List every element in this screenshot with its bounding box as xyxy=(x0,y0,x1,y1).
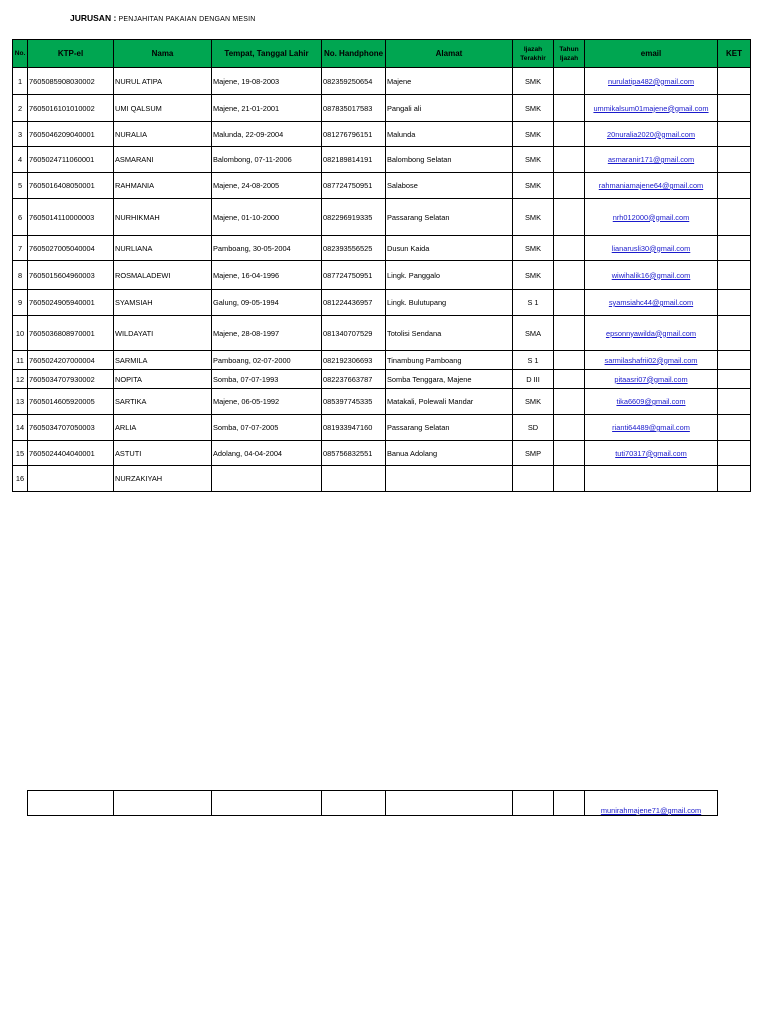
cell-hp: 082393556525 xyxy=(322,236,386,261)
table-row xyxy=(13,370,751,389)
table-row xyxy=(13,415,751,441)
email-link[interactable]: rahmaniamajene64@gmail.com xyxy=(585,173,718,199)
cell-tahun xyxy=(554,290,585,316)
cell-no: 13 xyxy=(13,389,28,415)
cell-no: 3 xyxy=(13,122,28,147)
email-link[interactable]: tuti70317@gmail.com xyxy=(585,441,718,466)
cell-tahun xyxy=(554,95,585,122)
email-link[interactable]: sarmilashafrii02@gmail.com xyxy=(585,351,718,370)
cell-ijazah: SMK xyxy=(513,389,554,415)
cell-ttl: Majene, 01-10-2000 xyxy=(212,199,322,236)
cell-ijazah: SMK xyxy=(513,199,554,236)
cell-hp: 082237663787 xyxy=(322,370,386,389)
cell-ktp: 7605014110000003 xyxy=(28,199,114,236)
cell-tahun xyxy=(554,199,585,236)
cell-ktp: 7605016101010002 xyxy=(28,95,114,122)
header-ket: KET xyxy=(718,40,751,68)
email-link[interactable]: asmaranir171@gmail.com xyxy=(585,147,718,173)
email-link[interactable]: 20nuralia2020@gmail.com xyxy=(585,122,718,147)
email-link[interactable]: ummikalsum01majene@gmail.com xyxy=(585,95,718,122)
cell-ket xyxy=(718,147,751,173)
table-row xyxy=(13,466,751,492)
table-row xyxy=(13,261,751,290)
cell-hp: 082296919335 xyxy=(322,199,386,236)
cell-ket xyxy=(718,68,751,95)
table-row xyxy=(13,236,751,261)
header-no: No. xyxy=(13,40,28,68)
cell-ijazah: SMK xyxy=(513,122,554,147)
table-cell xyxy=(554,791,585,816)
cell-ktp: 7605016408050001 xyxy=(28,173,114,199)
table-cell xyxy=(513,791,554,816)
table-row xyxy=(13,95,751,122)
cell-ktp: 7605015604960003 xyxy=(28,261,114,290)
jurusan-label: JURUSAN : xyxy=(70,13,117,23)
cell-alamat: Balombong Selatan xyxy=(386,147,513,173)
cell-ttl: Pamboang, 30-05-2004 xyxy=(212,236,322,261)
cell-nama: NURALIA xyxy=(114,122,212,147)
cell-nama: ASMARANI xyxy=(114,147,212,173)
cell-alamat: Tinambung Pamboang xyxy=(386,351,513,370)
cell-alamat: Passarang Selatan xyxy=(386,199,513,236)
cell-ijazah: D III xyxy=(513,370,554,389)
table-body xyxy=(13,68,751,492)
table-cell xyxy=(212,791,322,816)
cell-no: 10 xyxy=(13,316,28,351)
cell-ktp: 7605036808970001 xyxy=(28,316,114,351)
table-row xyxy=(13,173,751,199)
cell-alamat: Passarang Selatan xyxy=(386,415,513,441)
cell-no: 7 xyxy=(13,236,28,261)
cell-ket xyxy=(718,441,751,466)
bottom-row xyxy=(28,791,718,816)
table-cell xyxy=(114,791,212,816)
cell-tahun xyxy=(554,466,585,492)
cell-no: 9 xyxy=(13,290,28,316)
header-email: email xyxy=(585,40,718,68)
cell-ijazah: SMK xyxy=(513,261,554,290)
cell-ket xyxy=(718,199,751,236)
cell-alamat: Totolisi Sendana xyxy=(386,316,513,351)
cell-no: 2 xyxy=(13,95,28,122)
table-row xyxy=(13,147,751,173)
cell-ktp: 7605046209040001 xyxy=(28,122,114,147)
email-link[interactable]: tika6609@gmail.com xyxy=(585,389,718,415)
cell-ktp: 7605024404040001 xyxy=(28,441,114,466)
cell-ijazah: SMK xyxy=(513,147,554,173)
cell-ket xyxy=(718,370,751,389)
cell-ijazah xyxy=(513,466,554,492)
cell-ttl: Majene, 16-04-1996 xyxy=(212,261,322,290)
table-row xyxy=(13,199,751,236)
cell-alamat: Banua Adolang xyxy=(386,441,513,466)
cell-nama: NURUL ATIPA xyxy=(114,68,212,95)
cell-ttl: Malunda, 22-09-2004 xyxy=(212,122,322,147)
cell-ket xyxy=(718,351,751,370)
cell-alamat: Somba Tenggara, Majene xyxy=(386,370,513,389)
table-cell xyxy=(386,791,513,816)
cell-alamat: Matakali, Polewali Mandar xyxy=(386,389,513,415)
header-ktp: KTP-el xyxy=(28,40,114,68)
cell-ttl: Somba, 07-07-2005 xyxy=(212,415,322,441)
cell-nama: WILDAYATI xyxy=(114,316,212,351)
cell-ktp xyxy=(28,466,114,492)
cell-alamat: Pangali ali xyxy=(386,95,513,122)
cell-ket xyxy=(718,95,751,122)
cell-nama: NURLIANA xyxy=(114,236,212,261)
cell-tahun xyxy=(554,68,585,95)
cell-tahun xyxy=(554,122,585,147)
table-row xyxy=(13,122,751,147)
cell-nama: UMI QALSUM xyxy=(114,95,212,122)
header-ttl: Tempat, Tanggal Lahir xyxy=(212,40,322,68)
cell-hp: 082359250654 xyxy=(322,68,386,95)
header-hp: No. Handphone xyxy=(322,40,386,68)
header-row xyxy=(13,40,751,68)
cell-ket xyxy=(718,389,751,415)
email-link[interactable]: pitaasri07@gmail.com xyxy=(585,370,718,389)
cell-ktp: 7605014605920005 xyxy=(28,389,114,415)
cell-ket xyxy=(718,466,751,492)
cell-ktp: 7605024711060001 xyxy=(28,147,114,173)
cell-hp xyxy=(322,466,386,492)
cell-tahun xyxy=(554,261,585,290)
email-link[interactable]: munirahmajene71@gmail.com xyxy=(585,791,718,816)
cell-hp: 087835017583 xyxy=(322,95,386,122)
cell-nama: ASTUTI xyxy=(114,441,212,466)
cell-hp: 087724750951 xyxy=(322,173,386,199)
cell-ttl: Pamboang, 02-07-2000 xyxy=(212,351,322,370)
cell-tahun xyxy=(554,389,585,415)
cell-alamat: Salabose xyxy=(386,173,513,199)
table-row xyxy=(13,441,751,466)
cell-ttl: Galung, 09-05-1994 xyxy=(212,290,322,316)
table-row xyxy=(13,389,751,415)
cell-ttl: Majene, 21-01-2001 xyxy=(212,95,322,122)
cell-nama: ROSMALADEWI xyxy=(114,261,212,290)
cell-ttl: Balombong, 07-11-2006 xyxy=(212,147,322,173)
email-link[interactable]: nurulatipa482@gmail.com xyxy=(585,68,718,95)
cell-tahun xyxy=(554,316,585,351)
cell-tahun xyxy=(554,415,585,441)
participant-table xyxy=(12,39,751,492)
table-cell xyxy=(322,791,386,816)
cell-ket xyxy=(718,173,751,199)
cell-hp: 081933947160 xyxy=(322,415,386,441)
cell-ijazah: SMK xyxy=(513,68,554,95)
cell-hp: 081340707529 xyxy=(322,316,386,351)
cell-no: 12 xyxy=(13,370,28,389)
cell-hp: 087724750951 xyxy=(322,261,386,290)
cell-no: 4 xyxy=(13,147,28,173)
table-row xyxy=(13,290,751,316)
cell-ijazah: SMK xyxy=(513,236,554,261)
cell-alamat: Majene xyxy=(386,68,513,95)
cell-ktp: 7605024905940001 xyxy=(28,290,114,316)
cell-ijazah: SD xyxy=(513,415,554,441)
cell-ktp: 7605027005040004 xyxy=(28,236,114,261)
cell-alamat: Dusun Kaida xyxy=(386,236,513,261)
cell-ket xyxy=(718,316,751,351)
cell-tahun xyxy=(554,173,585,199)
cell-no: 1 xyxy=(13,68,28,95)
email-link[interactable]: lianarusli30@gmail.com xyxy=(585,236,718,261)
cell-no: 11 xyxy=(13,351,28,370)
cell-no: 6 xyxy=(13,199,28,236)
table-row xyxy=(13,68,751,95)
cell-ket xyxy=(718,261,751,290)
cell-nama: ARLIA xyxy=(114,415,212,441)
header-ijazah: Ijazah Terakhir xyxy=(513,40,554,68)
cell-ttl: Majene, 24-08-2005 xyxy=(212,173,322,199)
cell-ijazah: S 1 xyxy=(513,351,554,370)
email-link xyxy=(585,466,718,492)
cell-ktp: 7605034707050003 xyxy=(28,415,114,441)
cell-nama: SARTIKA xyxy=(114,389,212,415)
cell-hp: 085397745335 xyxy=(322,389,386,415)
cell-ijazah: SMA xyxy=(513,316,554,351)
cell-no: 15 xyxy=(13,441,28,466)
cell-ttl: Majene, 19-08-2003 xyxy=(212,68,322,95)
cell-no: 8 xyxy=(13,261,28,290)
cell-nama: RAHMANIA xyxy=(114,173,212,199)
cell-ket xyxy=(718,122,751,147)
cell-ttl: Majene, 06-05-1992 xyxy=(212,389,322,415)
cell-tahun xyxy=(554,441,585,466)
table-row xyxy=(13,351,751,370)
cell-tahun xyxy=(554,236,585,261)
email-link[interactable]: syamsiahc44@gmail.com xyxy=(585,290,718,316)
cell-ijazah: SMK xyxy=(513,173,554,199)
cell-ttl: Somba, 07-07-1993 xyxy=(212,370,322,389)
cell-nama: NOPITA xyxy=(114,370,212,389)
cell-nama: NURHIKMAH xyxy=(114,199,212,236)
cell-nama: SARMILA xyxy=(114,351,212,370)
cell-hp: 081276796151 xyxy=(322,122,386,147)
cell-alamat xyxy=(386,466,513,492)
jurusan-line xyxy=(70,13,256,23)
cell-hp: 081224436957 xyxy=(322,290,386,316)
header-nama: Nama xyxy=(114,40,212,68)
cell-ttl: Adolang, 04-04-2004 xyxy=(212,441,322,466)
email-link[interactable]: rianti64489@gmail.com xyxy=(585,415,718,441)
cell-nama: NURZAKIYAH xyxy=(114,466,212,492)
cell-ijazah: S 1 xyxy=(513,290,554,316)
table-cell xyxy=(28,791,114,816)
table-row xyxy=(13,316,751,351)
header-tahun: Tahun Ijazah xyxy=(554,40,585,68)
cell-ket xyxy=(718,236,751,261)
cell-alamat: Lingk. Bulutupang xyxy=(386,290,513,316)
cell-ktp: 7605085908030002 xyxy=(28,68,114,95)
cell-ktp: 7605024207000004 xyxy=(28,351,114,370)
cell-hp: 085756832551 xyxy=(322,441,386,466)
cell-ijazah: SMK xyxy=(513,95,554,122)
cell-ijazah: SMP xyxy=(513,441,554,466)
cell-tahun xyxy=(554,370,585,389)
jurusan-value: PENJAHITAN PAKAIAN DENGAN MESIN xyxy=(118,16,256,23)
cell-alamat: Lingk. Panggalo xyxy=(386,261,513,290)
cell-ttl xyxy=(212,466,322,492)
cell-tahun xyxy=(554,351,585,370)
cell-ktp: 7605034707930002 xyxy=(28,370,114,389)
cell-alamat: Malunda xyxy=(386,122,513,147)
bottom-table xyxy=(27,790,718,816)
cell-no: 5 xyxy=(13,173,28,199)
header-alamat: Alamat xyxy=(386,40,513,68)
email-link[interactable]: wiwihalik16@gmail.com xyxy=(585,261,718,290)
cell-no: 16 xyxy=(13,466,28,492)
cell-tahun xyxy=(554,147,585,173)
cell-hp: 082189814191 xyxy=(322,147,386,173)
cell-ttl: Majene, 28-08-1997 xyxy=(212,316,322,351)
cell-ket xyxy=(718,415,751,441)
email-link[interactable]: epsonnyawilda@gmail.com xyxy=(585,316,718,351)
email-link[interactable]: nrh012000@gmail.com xyxy=(585,199,718,236)
cell-no: 14 xyxy=(13,415,28,441)
cell-nama: SYAMSIAH xyxy=(114,290,212,316)
cell-hp: 082192306693 xyxy=(322,351,386,370)
cell-ket xyxy=(718,290,751,316)
